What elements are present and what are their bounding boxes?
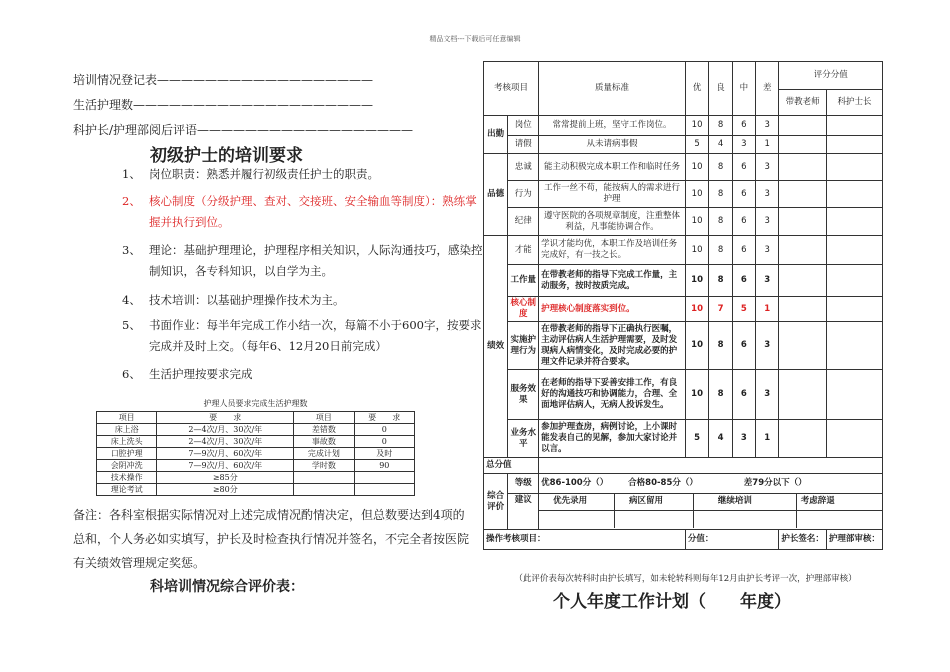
grade-label: 等级 (508, 474, 539, 494)
row-sub: 请假 (508, 136, 539, 154)
req-text: 核心制度（分级护理、查对、交接班、安全输血等制度）：熟练掌握并执行到位。 (149, 194, 477, 229)
header-cell: 要 求 (157, 412, 294, 424)
req-text: 书面作业：每半年完成工作小结一次，每篇不小于600字，按要求完成并及时上交。（每年6、12月20日前完成） (149, 318, 482, 353)
score: 3 (756, 116, 779, 136)
score-input[interactable] (826, 322, 882, 370)
score: 3 (756, 181, 779, 208)
score-input[interactable] (779, 420, 827, 458)
cell: 0 (354, 424, 414, 436)
header-note: 精品文档---下载后可任意编辑 (429, 35, 521, 43)
row-sub: 工作量 (508, 265, 539, 297)
score: 3 (732, 420, 755, 458)
header-good: 良 (709, 62, 732, 116)
score: 4 (709, 420, 732, 458)
score: 6 (732, 154, 755, 181)
score: 8 (709, 116, 732, 136)
sign-nursing-dept[interactable]: 护理部审核： (826, 530, 882, 550)
score: 10 (685, 370, 709, 420)
table-footnote: （此评价表每次转科时由护长填写，如未轮转科则每年12月由护长考评一次，护理部审核） (514, 574, 857, 584)
score-input[interactable] (826, 236, 882, 265)
row-standard: 在带教老师的指导下完成工作量，主动服务，按时按质完成。 (539, 265, 686, 297)
cell: ≥80分 (157, 484, 294, 496)
cell (354, 472, 414, 484)
row-standard: 能主动积极完成本职工作和临时任务 (539, 154, 686, 181)
grade-poor[interactable]: 差79分以下（） (743, 478, 807, 488)
cell: 完成计划 (294, 448, 354, 460)
score-input[interactable] (779, 370, 827, 420)
score: 8 (709, 236, 732, 265)
sign-operation[interactable]: 操作考核项目： (484, 530, 686, 550)
total-value[interactable] (539, 458, 883, 474)
table-caption: 护理人员要求完成生活护理数 (203, 399, 308, 408)
score-input[interactable] (779, 181, 827, 208)
score: 6 (732, 265, 755, 297)
row-standard: 工作一丝不苟，能按病人的需求进行护理 (539, 181, 686, 208)
score-input[interactable] (826, 154, 882, 181)
score-input[interactable] (779, 265, 827, 297)
score: 8 (709, 181, 732, 208)
plan-title: 个人年度工作计划（ 年度） (553, 592, 791, 612)
row-standard: 参加护理查房，病例讨论，上小课时能发表自己的见解，参加大家讨论并以言。 (539, 420, 686, 458)
training-register-line: 培训情况登记表—————————————————— (73, 73, 374, 87)
row-sub: 纪律 (508, 208, 539, 236)
comment-line: 科护长/护理部阅后评语—————————————————— (73, 123, 414, 137)
cell: 床上浴 (97, 424, 157, 436)
row-sub: 服务效果 (508, 370, 539, 420)
req-text: 理论：基础护理理论，护理程序相关知识，人际沟通技巧，感染控制知识，各专科知识，以自学为主。 (149, 243, 483, 278)
row-standard: 学识才能均优，本职工作及培训任务完成好，有一技之长。 (539, 236, 686, 265)
score: 6 (732, 116, 755, 136)
suggest-hire[interactable]: 优先录用 (539, 494, 614, 510)
header-head-nurse: 科护士长 (826, 90, 882, 116)
row-sub: 岗位 (508, 116, 539, 136)
score: 3 (756, 370, 779, 420)
row-standard: 护理核心制度落实到位。 (539, 297, 686, 322)
grade-excellent[interactable]: 优86-100分（） (541, 478, 609, 488)
grade-options[interactable] (539, 474, 883, 494)
score-input[interactable] (779, 154, 827, 181)
life-care-count-line: 生活护理数———————————————————— (73, 98, 374, 112)
score: 3 (756, 208, 779, 236)
section-title: 科培训情况综合评价表： (150, 579, 304, 595)
cell: 2—4次/月、30次/年 (157, 424, 294, 436)
row-standard: 在老师的指导下妥善安排工作，有良好的沟通技巧和协调能力，合理、全面地评估病人，无病人投诉发生。 (539, 370, 686, 420)
score-input[interactable] (779, 136, 827, 154)
score: 1 (756, 420, 779, 458)
score-input[interactable] (826, 116, 882, 136)
score-input[interactable] (826, 420, 882, 458)
row-sub: 忠诚 (508, 154, 539, 181)
cell: 2—4次/月、30次/年 (157, 436, 294, 448)
score: 10 (685, 265, 709, 297)
grade-pass[interactable]: 合格80-85分（） (628, 478, 698, 488)
req-num: 1、 (122, 167, 141, 181)
req-text: 岗位职责：熟悉并履行初级责任护士的职责。 (149, 167, 379, 181)
score: 3 (756, 265, 779, 297)
score-input[interactable] (779, 208, 827, 236)
total-label: 总分值 (484, 458, 539, 474)
score-input[interactable] (826, 370, 882, 420)
score: 10 (685, 154, 709, 181)
score: 1 (756, 136, 779, 154)
cell: 0 (354, 436, 414, 448)
score: 6 (732, 370, 755, 420)
score: 10 (685, 181, 709, 208)
score: 8 (709, 265, 732, 297)
score: 7 (709, 297, 732, 322)
score: 8 (709, 208, 732, 236)
header-medium: 中 (732, 62, 755, 116)
cell: 事故数 (294, 436, 354, 448)
cell: 及时 (354, 448, 414, 460)
note-text: 备注：各科室根据实际情况对上述完成情况酌情决定，但总数要达到4项的总和，个人务必如实填写，护长及时检查执行情况并签名，不完全者按医院有关绩效管理规定奖惩。 (73, 508, 470, 570)
row-standard: 从未请病事假 (539, 136, 686, 154)
score: 3 (732, 136, 755, 154)
req-num: 6、 (122, 367, 141, 381)
score: 5 (732, 297, 755, 322)
page-title: 初级护士的培训要求 (150, 146, 303, 166)
score: 8 (709, 370, 732, 420)
cell (294, 472, 354, 484)
cell: 技术操作 (97, 472, 157, 484)
score: 10 (685, 297, 709, 322)
row-sub: 行为 (508, 181, 539, 208)
score-input[interactable] (826, 208, 882, 236)
score: 10 (685, 236, 709, 265)
row-sub: 业务水平 (508, 420, 539, 458)
score: 3 (756, 154, 779, 181)
header-excellent: 优 (685, 62, 709, 116)
overall-label: 综合评价 (484, 474, 508, 530)
header-cell: 项目 (97, 412, 157, 424)
cell: ≥85分 (157, 472, 294, 484)
sign-head-nurse[interactable]: 护长签名： (779, 530, 827, 550)
suggest-keep[interactable]: 病区留用 (615, 494, 694, 510)
score: 5 (685, 420, 709, 458)
score: 3 (756, 236, 779, 265)
life-care-table (96, 398, 415, 496)
score-input[interactable] (779, 322, 827, 370)
cell: 差错数 (294, 424, 354, 436)
cell: 床上洗头 (97, 436, 157, 448)
req-num: 2、 (122, 194, 141, 208)
req-text: 生活护理按要求完成 (149, 367, 253, 381)
cell: 7—9次/月、60次/年 (157, 460, 294, 472)
header-item: 考核项目 (484, 62, 539, 116)
group-attendance: 出勤 (484, 116, 508, 154)
score-input[interactable] (826, 265, 882, 297)
score: 3 (756, 322, 779, 370)
score-input[interactable] (779, 297, 827, 322)
score: 6 (732, 322, 755, 370)
header-poor: 差 (756, 62, 779, 116)
score-input[interactable] (779, 116, 827, 136)
score: 6 (732, 181, 755, 208)
score: 8 (709, 322, 732, 370)
score: 6 (732, 208, 755, 236)
score-input[interactable] (826, 136, 882, 154)
score: 10 (685, 116, 709, 136)
row-sub: 才能 (508, 236, 539, 265)
row-standard: 常常提前上班，坚守工作岗位。 (539, 116, 686, 136)
row-standard: 在带教老师的指导下正确执行医嘱，主动评估病人生活护理需要，及时发现病人病情变化，及时完成必要的护理文件记录并符合要求。 (539, 322, 686, 370)
row-standard: 遵守医院的各项规章制度，注重整体利益，凡事能协调合作。 (539, 208, 686, 236)
header-standard: 质量标准 (539, 62, 686, 116)
header-teacher: 带教老师 (779, 90, 827, 116)
cell: 理论考试 (97, 484, 157, 496)
suggest-train[interactable]: 继续培训 (693, 494, 796, 510)
score-input[interactable] (779, 236, 827, 265)
cell (354, 484, 414, 496)
row-sub: 实施护理行为 (508, 322, 539, 370)
req-num: 4、 (122, 293, 141, 307)
score-input[interactable] (826, 181, 882, 208)
req-num: 5、 (122, 318, 141, 332)
req-text: 技术培训：以基础护理操作技术为主。 (149, 293, 345, 307)
header-cell: 要 求 (354, 412, 414, 424)
score: 6 (732, 236, 755, 265)
cell: 口腔护理 (97, 448, 157, 460)
evaluation-table (483, 61, 883, 550)
suggest-label: 建议 (508, 494, 539, 530)
group-performance: 绩效 (484, 236, 508, 458)
cell: 学时数 (294, 460, 354, 472)
score: 5 (685, 136, 709, 154)
score-input[interactable] (826, 297, 882, 322)
score: 10 (685, 322, 709, 370)
score: 8 (709, 154, 732, 181)
score: 4 (709, 136, 732, 154)
header-cell: 项目 (294, 412, 354, 424)
score: 10 (685, 208, 709, 236)
group-morality: 品德 (484, 154, 508, 236)
row-sub: 核心制度 (508, 297, 539, 322)
score: 1 (756, 297, 779, 322)
cell: 90 (354, 460, 414, 472)
cell (294, 484, 354, 496)
suggest-dismiss[interactable]: 考虑辞退 (796, 494, 882, 510)
cell: 7—9次/月、60次/年 (157, 448, 294, 460)
cell: 会阴冲洗 (97, 460, 157, 472)
sign-score[interactable]: 分值： (685, 530, 779, 550)
header-score: 评分分值 (779, 62, 883, 90)
req-num: 3、 (122, 243, 141, 257)
